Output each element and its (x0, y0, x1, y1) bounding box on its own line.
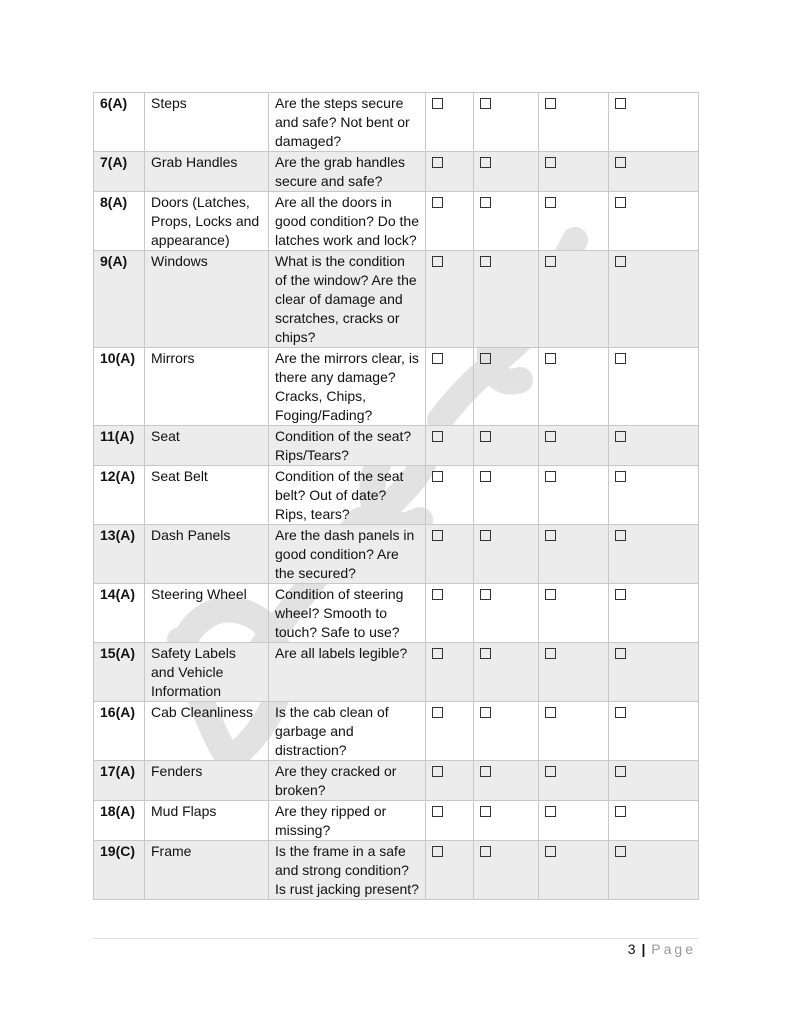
checkbox[interactable] (615, 589, 626, 600)
checkbox[interactable] (480, 431, 491, 442)
row-item: Seat (145, 426, 269, 466)
row-question: Are they ripped or missing? (269, 801, 426, 841)
table-row (94, 152, 699, 192)
checkbox[interactable] (432, 589, 443, 600)
checkbox-cell (426, 152, 474, 192)
row-id: 11(A) (94, 426, 145, 466)
row-id: 16(A) (94, 702, 145, 761)
checkbox[interactable] (480, 256, 491, 267)
checkbox[interactable] (615, 197, 626, 208)
checkbox[interactable] (545, 530, 556, 541)
page-separator: | (641, 941, 647, 957)
checkbox-cell (474, 152, 539, 192)
table-row (94, 761, 699, 801)
table-row (94, 251, 699, 348)
row-question: Is the frame in a safe and strong condition? Is rust jacking present? (269, 841, 426, 900)
checkbox-cell (426, 584, 474, 643)
checkbox[interactable] (432, 197, 443, 208)
checkbox-cell (609, 466, 699, 525)
checkbox[interactable] (480, 157, 491, 168)
checkbox-cell (426, 251, 474, 348)
checkbox[interactable] (432, 98, 443, 109)
row-item: Steps (145, 93, 269, 152)
checkbox-cell (609, 192, 699, 251)
page-label: Page (651, 941, 696, 957)
checkbox-cell (539, 348, 609, 426)
row-id: 19(C) (94, 841, 145, 900)
checkbox[interactable] (545, 707, 556, 718)
checkbox-cell (609, 426, 699, 466)
checkbox[interactable] (432, 256, 443, 267)
checkbox[interactable] (615, 353, 626, 364)
checkbox[interactable] (432, 846, 443, 857)
checkbox[interactable] (480, 806, 491, 817)
checkbox-cell (474, 643, 539, 702)
checkbox[interactable] (545, 648, 556, 659)
row-item: Windows (145, 251, 269, 348)
checkbox[interactable] (432, 530, 443, 541)
checkbox-cell (474, 348, 539, 426)
table-row (94, 841, 699, 900)
checkbox[interactable] (432, 707, 443, 718)
checkbox[interactable] (480, 530, 491, 541)
checkbox-cell (609, 761, 699, 801)
row-item: Steering Wheel (145, 584, 269, 643)
row-question: Are the steps secure and safe? Not bent or damaged? (269, 93, 426, 152)
row-question: Condition of the seat belt? Out of date? Rips, tears? (269, 466, 426, 525)
checkbox[interactable] (615, 846, 626, 857)
checkbox-cell (474, 761, 539, 801)
table-row (94, 525, 699, 584)
checkbox-cell (426, 192, 474, 251)
row-item: Mirrors (145, 348, 269, 426)
checkbox[interactable] (480, 846, 491, 857)
checkbox-cell (426, 426, 474, 466)
row-id: 9(A) (94, 251, 145, 348)
checkbox-cell (426, 761, 474, 801)
row-item: Doors (Latches, Props, Locks and appearance) (145, 192, 269, 251)
checkbox-cell (609, 93, 699, 152)
row-item: Dash Panels (145, 525, 269, 584)
checkbox[interactable] (615, 471, 626, 482)
checkbox[interactable] (615, 157, 626, 168)
checkbox[interactable] (432, 766, 443, 777)
table-row (94, 584, 699, 643)
row-question: Are all labels legible? (269, 643, 426, 702)
checkbox-cell (539, 426, 609, 466)
checkbox-cell (539, 152, 609, 192)
page-footer (628, 941, 696, 957)
checkbox[interactable] (545, 353, 556, 364)
checkbox-cell (539, 93, 609, 152)
checkbox[interactable] (432, 471, 443, 482)
row-id: 12(A) (94, 466, 145, 525)
checkbox-cell (474, 426, 539, 466)
checkbox[interactable] (480, 648, 491, 659)
footer-divider (93, 938, 698, 939)
checkbox-cell (539, 841, 609, 900)
checkbox[interactable] (545, 846, 556, 857)
checkbox[interactable] (545, 157, 556, 168)
checkbox[interactable] (615, 256, 626, 267)
checkbox[interactable] (545, 471, 556, 482)
checkbox[interactable] (480, 766, 491, 777)
row-item: Mud Flaps (145, 801, 269, 841)
checkbox-cell (474, 801, 539, 841)
table-row (94, 348, 699, 426)
checkbox-cell (539, 192, 609, 251)
checkbox-cell (474, 466, 539, 525)
checkbox[interactable] (480, 353, 491, 364)
checkbox-cell (539, 761, 609, 801)
row-id: 10(A) (94, 348, 145, 426)
row-item: Grab Handles (145, 152, 269, 192)
checkbox-cell (539, 584, 609, 643)
row-question: What is the condition of the window? Are the clear of damage and scratches, cracks or chips? (269, 251, 426, 348)
checkbox[interactable] (545, 431, 556, 442)
checkbox-cell (474, 251, 539, 348)
checkbox[interactable] (545, 197, 556, 208)
page-number: 3 (627, 941, 637, 957)
row-item: Seat Belt (145, 466, 269, 525)
table-row (94, 426, 699, 466)
checkbox-cell (609, 348, 699, 426)
checkbox[interactable] (432, 806, 443, 817)
inspection-checklist-table (93, 92, 699, 900)
table-row (94, 192, 699, 251)
checkbox-cell (609, 702, 699, 761)
checkbox[interactable] (615, 648, 626, 659)
checkbox-cell (609, 152, 699, 192)
checkbox-cell (609, 643, 699, 702)
checkbox-cell (609, 251, 699, 348)
checkbox[interactable] (615, 766, 626, 777)
row-question: Are the mirrors clear, is there any damage? Cracks, Chips, Foging/Fading? (269, 348, 426, 426)
checkbox[interactable] (480, 471, 491, 482)
checkbox-cell (539, 801, 609, 841)
row-item: Frame (145, 841, 269, 900)
checkbox-cell (539, 251, 609, 348)
row-id: 8(A) (94, 192, 145, 251)
checkbox[interactable] (615, 431, 626, 442)
row-id: 13(A) (94, 525, 145, 584)
checkbox-cell (474, 525, 539, 584)
row-question: Are all the doors in good condition? Do the latches work and lock? (269, 192, 426, 251)
checkbox[interactable] (480, 707, 491, 718)
checkbox[interactable] (545, 589, 556, 600)
checkbox[interactable] (432, 353, 443, 364)
checkbox-cell (426, 643, 474, 702)
row-id: 15(A) (94, 643, 145, 702)
checkbox-cell (474, 841, 539, 900)
checkbox-cell (426, 525, 474, 584)
checkbox-cell (539, 525, 609, 584)
row-question: Are the dash panels in good condition? Are the secured? (269, 525, 426, 584)
checkbox-cell (474, 584, 539, 643)
checkbox[interactable] (545, 806, 556, 817)
table-row (94, 466, 699, 525)
row-item: Cab Cleanliness (145, 702, 269, 761)
checkbox[interactable] (545, 98, 556, 109)
row-id: 7(A) (94, 152, 145, 192)
row-item: Fenders (145, 761, 269, 801)
checkbox-cell (426, 466, 474, 525)
row-question: Is the cab clean of garbage and distraction? (269, 702, 426, 761)
row-id: 17(A) (94, 761, 145, 801)
checkbox-cell (426, 841, 474, 900)
row-question: Are the grab handles secure and safe? (269, 152, 426, 192)
checkbox-cell (474, 702, 539, 761)
checkbox-cell (539, 702, 609, 761)
table-row (94, 93, 699, 152)
checkbox[interactable] (480, 197, 491, 208)
row-question: Are they cracked or broken? (269, 761, 426, 801)
checkbox-cell (609, 841, 699, 900)
checkbox-cell (426, 702, 474, 761)
checkbox-cell (609, 801, 699, 841)
row-id: 18(A) (94, 801, 145, 841)
checkbox-cell (426, 93, 474, 152)
table-row (94, 643, 699, 702)
checkbox[interactable] (615, 707, 626, 718)
row-question: Condition of steering wheel? Smooth to touch? Safe to use? (269, 584, 426, 643)
checkbox[interactable] (432, 648, 443, 659)
row-item: Safety Labels and Vehicle Information (145, 643, 269, 702)
checkbox-cell (539, 466, 609, 525)
checkbox[interactable] (432, 431, 443, 442)
checkbox[interactable] (545, 256, 556, 267)
row-id: 14(A) (94, 584, 145, 643)
table-row (94, 702, 699, 761)
table-row (94, 801, 699, 841)
checkbox-cell (609, 525, 699, 584)
checkbox-cell (474, 93, 539, 152)
checkbox[interactable] (615, 806, 626, 817)
checkbox[interactable] (545, 766, 556, 777)
row-id: 6(A) (94, 93, 145, 152)
checkbox-cell (609, 584, 699, 643)
checkbox-cell (426, 801, 474, 841)
checkbox-cell (426, 348, 474, 426)
checkbox-cell (539, 643, 609, 702)
checkbox-cell (474, 192, 539, 251)
row-question: Condition of the seat? Rips/Tears? (269, 426, 426, 466)
checkbox[interactable] (480, 589, 491, 600)
checkbox[interactable] (615, 530, 626, 541)
checkbox[interactable] (432, 157, 443, 168)
checkbox[interactable] (480, 98, 491, 109)
checkbox[interactable] (615, 98, 626, 109)
